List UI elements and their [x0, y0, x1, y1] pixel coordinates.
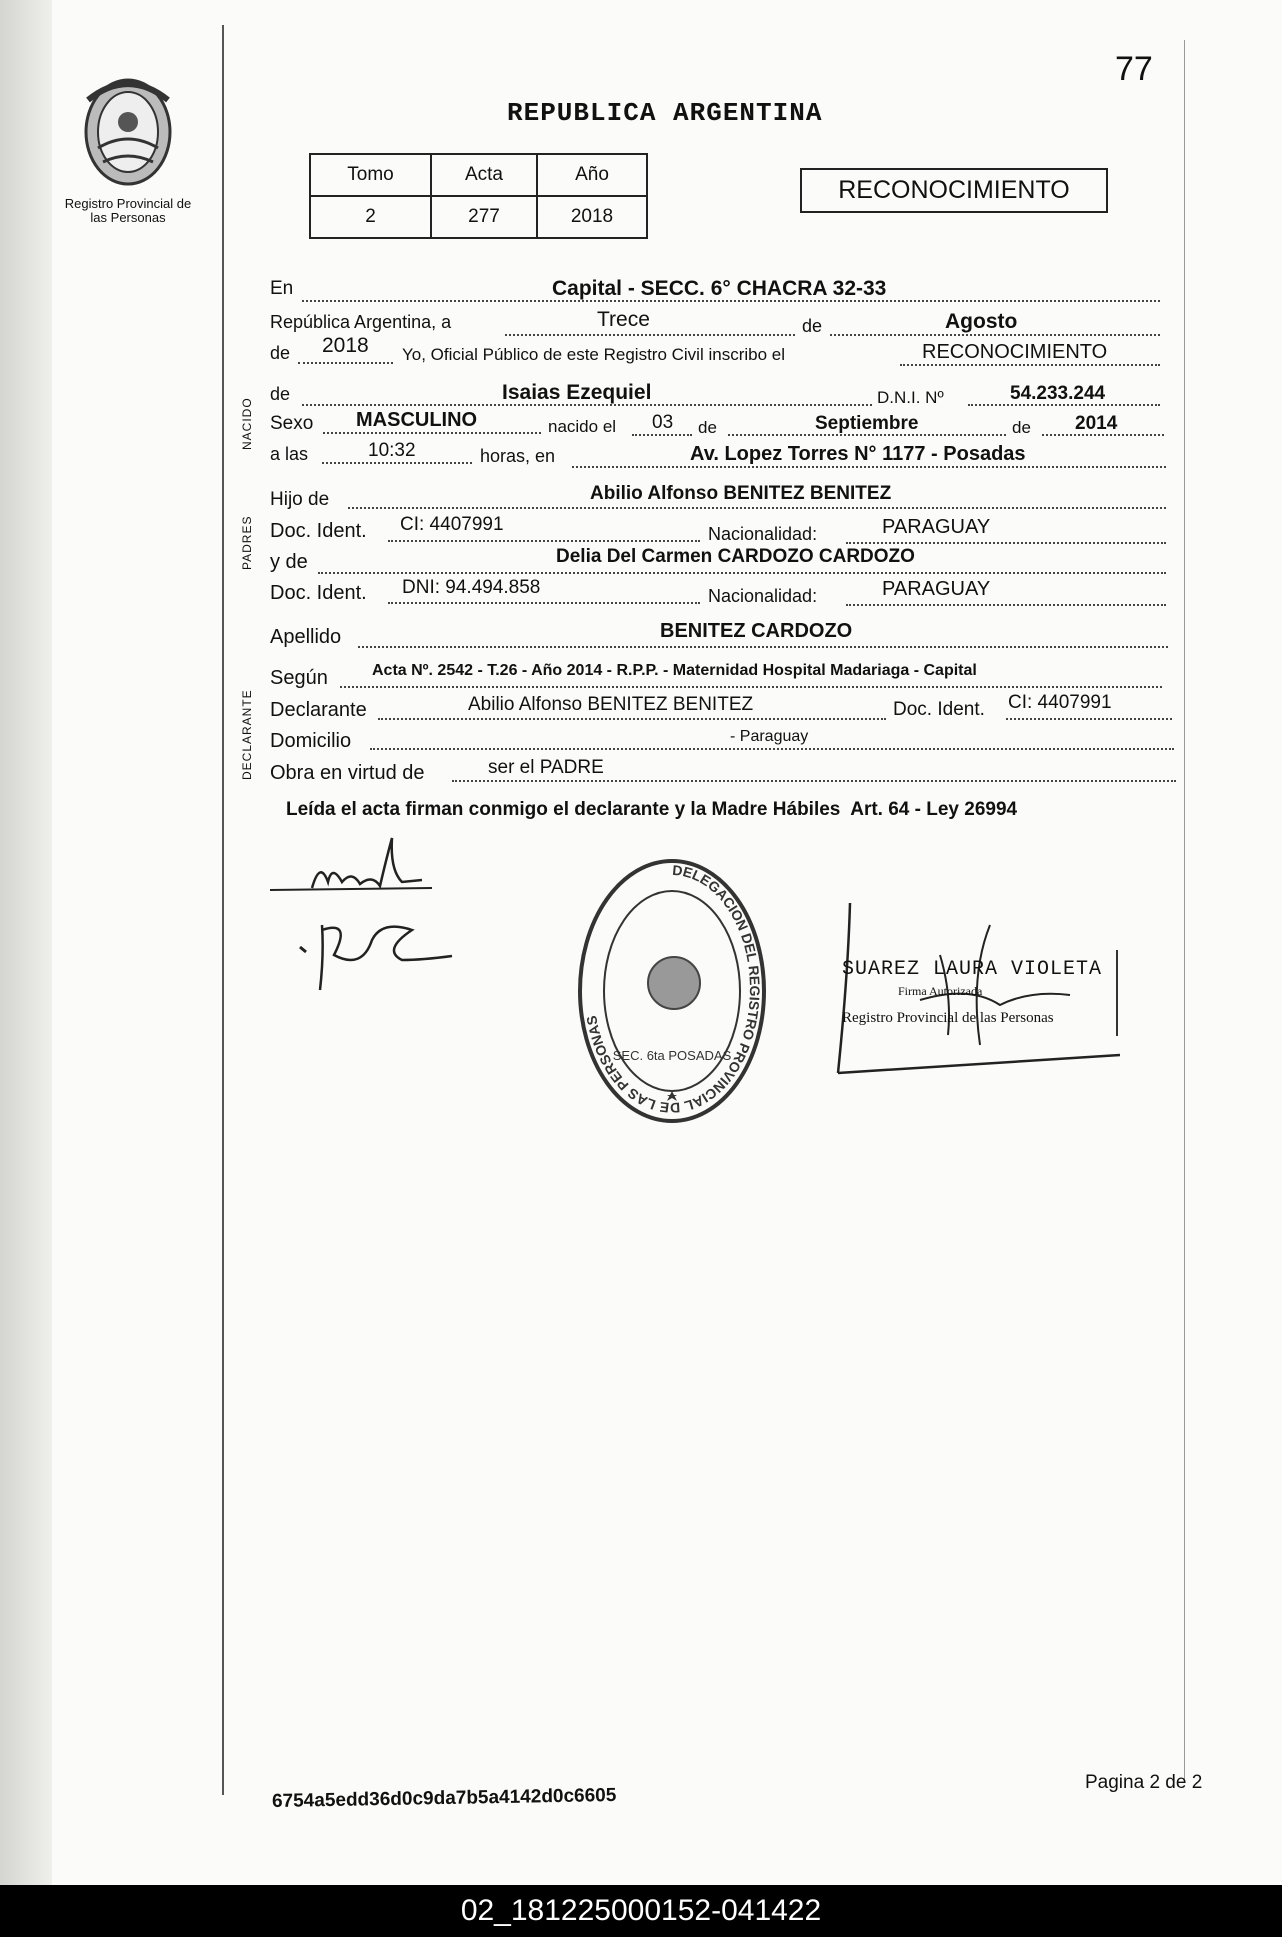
nac2-label: Nacionalidad:: [708, 586, 818, 606]
province-seal-icon: [58, 70, 198, 190]
obra-label: Obra en virtud de: [270, 762, 425, 784]
nac1-label: Nacionalidad:: [708, 524, 818, 544]
acta-header: Acta: [431, 154, 537, 196]
nac-mes-value: Septiembre: [815, 413, 919, 434]
domicilio-value: - Paraguay: [730, 728, 809, 745]
stamp-inner-text: SEC. 6ta POSADAS: [612, 1048, 732, 1063]
anio-line: [298, 362, 393, 364]
yo-label: Yo, Oficial Público de este Registro Civil inscribo el: [402, 345, 785, 364]
acto-line: [900, 364, 1160, 366]
right-edge-line: [1184, 40, 1185, 1780]
acta-value: 277: [431, 196, 537, 238]
doc1-line: [388, 540, 700, 542]
dni-label: D.N.I. Nº: [877, 388, 944, 407]
side-label-padres: PADRES: [240, 515, 254, 570]
dni-value: 54.233.244: [1010, 383, 1106, 404]
republica-label: República Argentina, a: [270, 312, 452, 332]
apellido-line: [358, 646, 1168, 648]
alas-label: a las: [270, 444, 309, 464]
sexo-line: [323, 432, 541, 434]
madre-line: [318, 572, 1166, 574]
declarante-label: Declarante: [270, 699, 367, 721]
obra-value: ser el PADRE: [488, 757, 604, 778]
lugar-value: Av. Lopez Torres N° 1177 - Posadas: [690, 443, 1026, 465]
official-stamp-border: [838, 950, 1118, 1036]
nac2-value: PARAGUAY: [882, 578, 991, 600]
nombre-value: Isaias Ezequiel: [502, 381, 652, 404]
hora-value: 10:32: [368, 440, 416, 461]
official-name: SUAREZ LAURA VIOLETA: [842, 958, 1103, 981]
doc3-label: Doc. Ident.: [893, 699, 985, 720]
margin-line: [222, 25, 224, 1795]
yde-label: y de: [270, 551, 308, 573]
apellido-label: Apellido: [270, 626, 342, 648]
logo-caption: Registro Provincial de las Personas: [64, 196, 192, 225]
domicilio-label: Domicilio: [270, 730, 352, 752]
segun-value: Acta Nº. 2542 - T.26 - Año 2014 - R.P.P. - Maternidad Hospital Madariaga - Capital: [372, 662, 977, 679]
official-role: Firma Autorizada: [898, 984, 983, 998]
nac-anio-value: 2014: [1075, 413, 1118, 434]
en-label: En: [270, 278, 294, 299]
header-title: REPUBLICA ARGENTINA: [507, 98, 823, 128]
footer-id-bar: 02_181225000152-041422: [0, 1885, 1282, 1937]
nacido-label: nacido el: [548, 417, 617, 436]
nac-dia-value: 03: [652, 412, 674, 433]
tomo-value: 2: [310, 196, 431, 238]
doc2-label: Doc. Ident.: [270, 582, 367, 604]
closing-text: Leída el acta firman conmigo el declarante y la Madre Hábiles Art. 64 - Ley 26994: [286, 799, 1018, 820]
madre-value: Delia Del Carmen CARDOZO CARDOZO: [556, 546, 915, 567]
doc3-line: [1006, 718, 1172, 720]
de-label: de: [802, 316, 823, 336]
stamp-ring-text: DELEGACION DEL REGISTRO PROVINCIAL DE LAS PERSONAS: [583, 861, 764, 1117]
nac-dia-line: [632, 434, 692, 436]
anio-value: 2018: [537, 196, 647, 238]
registry-table: [309, 153, 648, 239]
nac1-value: PARAGUAY: [882, 516, 991, 538]
hijo-label: Hijo de: [270, 489, 330, 510]
mes-value: Agosto: [945, 310, 1018, 333]
dia-value: Trece: [597, 308, 650, 331]
side-label-nacido: NACIDO: [240, 397, 254, 450]
doc2-line: [388, 602, 700, 604]
lugar-line: [572, 466, 1166, 468]
dia-line: [505, 334, 795, 336]
official-office: Registro Provincial de las Personas: [842, 1010, 1054, 1026]
declarant-signature-icon: [262, 830, 462, 1000]
doc1-label: Doc. Ident.: [270, 520, 367, 542]
de5-label: de: [1012, 418, 1031, 437]
doc1-value: CI: 4407991: [400, 514, 504, 535]
anio-value: 2018: [322, 334, 369, 357]
pagination: Pagina 2 de 2: [1085, 1772, 1203, 1793]
de2-label: de: [270, 343, 291, 363]
anio-header: Año: [537, 154, 647, 196]
sexo-value: MASCULINO: [356, 409, 478, 431]
doc3-value: CI: 4407991: [1008, 692, 1112, 713]
doc2-value: DNI: 94.494.858: [402, 577, 541, 598]
apellido-value: BENITEZ CARDOZO: [660, 620, 853, 642]
scan-edge: [0, 0, 52, 1885]
sexo-label: Sexo: [270, 413, 314, 434]
declarante-value: Abilio Alfonso BENITEZ BENITEZ: [468, 694, 754, 715]
obra-line: [452, 780, 1176, 782]
segun-label: Según: [270, 667, 328, 689]
de4-label: de: [698, 418, 717, 437]
mes-line: [830, 334, 1160, 336]
declarante-line: [378, 718, 886, 720]
segun-line: [340, 686, 1162, 688]
tomo-header: Tomo: [310, 154, 431, 196]
registry-stamp-icon: [574, 855, 770, 1127]
document-hash: 6754a5edd36d0c9da7b5a4142d0c6605: [271, 1784, 617, 1813]
acto-value: RECONOCIMIENTO: [922, 341, 1108, 363]
side-label-declarante: DECLARANTE: [240, 689, 254, 780]
domicilio-line: [370, 748, 1174, 750]
logo: [58, 70, 198, 240]
en-value: Capital - SECC. 6° CHACRA 32-33: [552, 277, 887, 300]
hora-line: [322, 462, 472, 464]
padre-value: Abilio Alfonso BENITEZ BENITEZ: [590, 483, 892, 504]
de3-label: de: [270, 384, 291, 404]
horas-label: horas, en: [480, 446, 556, 466]
nac1-line: [846, 542, 1166, 544]
page-number: 77: [1115, 50, 1153, 88]
nac2-line: [846, 604, 1166, 606]
record-type-box: RECONOCIMIENTO: [800, 168, 1108, 213]
padre-line: [348, 507, 1166, 509]
